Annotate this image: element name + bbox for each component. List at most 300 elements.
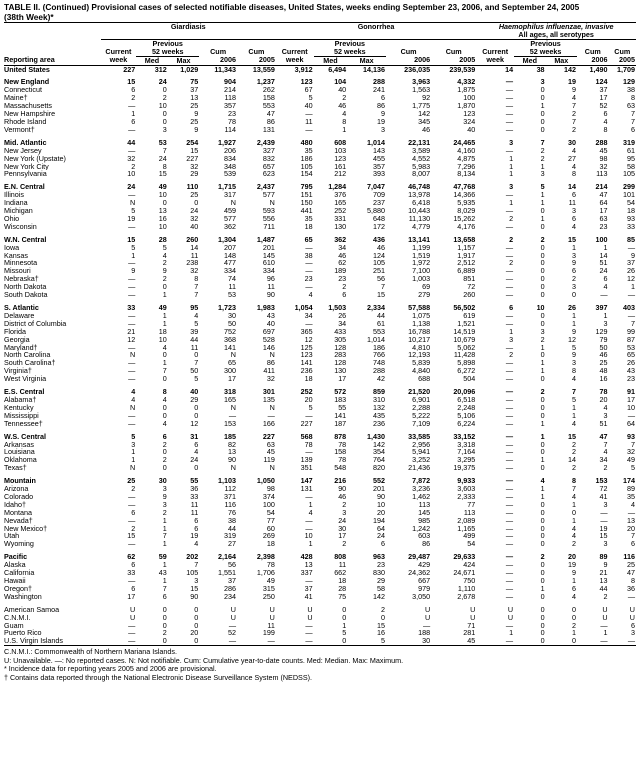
value-cell: 7: [162, 146, 167, 155]
value-cell: 5: [308, 94, 313, 103]
value-cell: —: [505, 395, 514, 404]
value-cell: 101: [623, 191, 635, 200]
value-cell: 4: [162, 343, 167, 352]
table-row: [4, 320, 636, 328]
value-cell: 153: [595, 477, 608, 486]
value-cell: 2,333: [457, 492, 476, 501]
value-cell: 657: [262, 162, 275, 171]
value-cell: 4: [603, 117, 608, 126]
value-cell: 288: [373, 78, 386, 87]
value-cell: 553: [262, 102, 275, 111]
value-cell: 0: [162, 199, 167, 208]
value-cell: 46: [338, 492, 347, 501]
value-cell: 1: [540, 162, 545, 171]
value-cell: 12: [568, 335, 577, 344]
value-cell: 45: [599, 146, 608, 155]
value-cell: —: [505, 102, 514, 111]
value-cell: 6: [572, 584, 577, 593]
reporting-area-cell: Kentucky: [4, 403, 34, 412]
reporting-area-cell: New York City: [4, 162, 49, 171]
value-cell: 3: [194, 577, 199, 585]
value-cell: 0: [540, 440, 545, 449]
value-cell: 7: [162, 584, 167, 593]
value-cell: 1,050: [256, 477, 275, 486]
value-cell: 7: [572, 485, 577, 493]
value-cell: 1,029: [180, 65, 199, 74]
value-cell: —: [305, 448, 313, 457]
value-cell: —: [128, 359, 136, 368]
value-cell: 1,723: [218, 304, 236, 312]
value-cell: 4: [162, 395, 167, 404]
value-cell: 2: [603, 592, 608, 601]
value-cell: 6: [194, 524, 199, 533]
value-cell: 8: [572, 477, 577, 486]
value-cell: 6,518: [457, 395, 476, 404]
value-cell: 7: [162, 367, 167, 376]
value-cell: 0: [540, 283, 545, 292]
value-cell: 132: [373, 403, 386, 412]
value-cell: 260: [463, 291, 476, 299]
value-cell: 6: [194, 516, 199, 525]
value-cell: 11: [267, 283, 275, 292]
value-cell: —: [128, 191, 136, 200]
value-cell: 1: [540, 214, 545, 223]
value-cell: 38: [627, 86, 635, 95]
value-cell: 15: [127, 532, 136, 541]
value-cell: 3: [603, 540, 608, 549]
value-cell: 36: [190, 485, 199, 493]
value-cell: 0: [540, 222, 545, 231]
value-cell: 26: [627, 359, 635, 368]
value-cell: —: [505, 540, 514, 549]
value-cell: 5: [131, 243, 136, 252]
value-cell: 0: [162, 411, 167, 420]
value-cell: 128: [334, 343, 347, 352]
value-cell: 10,443: [408, 207, 431, 215]
value-cell: U: [507, 605, 514, 614]
value-cell: 577: [224, 214, 236, 223]
value-cell: —: [505, 343, 514, 352]
value-cell: 5,106: [457, 411, 476, 420]
table-row: [4, 351, 636, 359]
value-cell: 2: [572, 125, 577, 134]
value-cell: —: [505, 146, 514, 155]
value-cell: 6,272: [457, 367, 476, 376]
value-cell: 2: [131, 485, 136, 493]
value-cell: —: [276, 637, 314, 645]
value-cell: 13,559: [252, 65, 275, 74]
value-cell: 12: [304, 335, 313, 344]
value-cell: 317: [224, 191, 236, 200]
reporting-area-cell: Maine†: [4, 94, 28, 103]
value-cell: 43: [627, 367, 635, 376]
value-cell: 63: [599, 214, 608, 223]
value-cell: 19,375: [453, 464, 476, 473]
table-row: [4, 244, 636, 252]
value-cell: 13,141: [408, 235, 431, 244]
value-cell: 6,224: [457, 419, 476, 428]
value-cell: 2: [603, 464, 608, 473]
value-cell: 6: [381, 540, 386, 549]
value-cell: 4: [631, 500, 635, 509]
value-cell: 37: [190, 86, 199, 95]
value-cell: 397: [595, 304, 608, 312]
footnotes: [4, 648, 636, 682]
value-cell: 7: [194, 283, 199, 292]
reporting-area-cell: Arkansas: [4, 440, 34, 449]
value-cell: N: [269, 351, 275, 360]
value-cell: 0: [540, 267, 545, 276]
value-cell: 212: [334, 170, 347, 179]
value-cell: 15: [127, 78, 136, 87]
value-cell: 2,437: [256, 183, 275, 192]
reporting-area-cell: Mississippi: [4, 411, 39, 420]
value-cell: 1: [572, 411, 577, 420]
value-cell: 19: [190, 532, 199, 541]
value-cell: 23: [338, 275, 347, 284]
value-cell: 3,589: [412, 146, 431, 155]
value-cell: —: [422, 621, 431, 630]
value-cell: 35: [304, 146, 313, 155]
value-cell: 0: [162, 621, 167, 630]
value-cell: 2: [342, 94, 347, 103]
weeks52-label: 52 weeks: [136, 48, 199, 56]
value-cell: 18: [627, 207, 635, 215]
table-row: [4, 585, 636, 593]
table-row: [4, 412, 636, 420]
value-cell: 1: [509, 629, 514, 638]
value-cell: 44: [599, 584, 608, 593]
value-cell: 0: [540, 125, 545, 134]
reporting-area-cell: Pacific: [4, 553, 28, 562]
value-cell: 13,658: [453, 235, 476, 244]
value-cell: 3: [603, 500, 608, 509]
value-cell: 13: [599, 577, 608, 585]
table-row: [4, 183, 636, 191]
reporting-area-cell: New England: [4, 78, 50, 87]
value-cell: 5: [572, 395, 577, 404]
value-cell: 4,840: [412, 367, 431, 376]
value-cell: —: [228, 621, 236, 630]
reporting-area-cell: United States: [4, 65, 50, 74]
value-cell: 11: [267, 621, 275, 630]
value-cell: 0: [136, 637, 167, 645]
value-cell: —: [505, 283, 514, 292]
value-cell: 1: [540, 419, 545, 428]
value-cell: 1: [162, 561, 167, 570]
value-cell: 0: [540, 411, 545, 420]
value-cell: 0: [540, 403, 545, 412]
value-cell: 63: [266, 440, 275, 449]
value-cell: 5,935: [457, 199, 476, 208]
table-row: [4, 359, 636, 367]
value-cell: 1,165: [457, 524, 476, 533]
value-cell: 4,875: [457, 154, 476, 163]
value-cell: 131: [300, 485, 313, 493]
reporting-area-cell: Mountain: [4, 477, 36, 486]
value-cell: 8: [162, 162, 167, 171]
value-cell: 254: [186, 138, 199, 147]
value-cell: 8,007: [412, 170, 431, 179]
value-cell: 141: [334, 411, 347, 420]
value-cell: 1: [540, 359, 545, 368]
value-cell: 54: [266, 508, 275, 517]
value-cell: 5: [131, 207, 136, 215]
value-cell: 9: [572, 327, 577, 336]
reporting-area-cell: Arizona: [4, 485, 29, 493]
current-label: Current: [281, 47, 308, 56]
value-cell: 28: [338, 584, 347, 593]
table-row: [4, 304, 636, 312]
reporting-area-cell: Tennessee†: [4, 419, 43, 428]
value-cell: 4,552: [412, 154, 431, 163]
header-row-groups: [4, 23, 636, 31]
reporting-area-cell: Louisiana: [4, 448, 35, 457]
table-row: [4, 477, 636, 485]
value-cell: —: [505, 267, 514, 276]
value-cell: 145: [262, 251, 275, 260]
value-cell: 103: [334, 146, 347, 155]
value-cell: 158: [262, 94, 275, 103]
value-cell: 435: [373, 411, 386, 420]
value-cell: 42: [377, 375, 386, 384]
value-cell: 142: [418, 110, 431, 118]
value-cell: 357: [224, 102, 236, 111]
table-row: [4, 629, 636, 637]
value-cell: 436: [373, 235, 386, 244]
value-cell: 227: [300, 419, 313, 428]
value-cell: 186: [300, 154, 313, 163]
value-cell: 10: [304, 532, 313, 541]
value-cell: 0: [540, 524, 545, 533]
value-cell: U: [424, 613, 431, 622]
value-cell: 4: [572, 592, 577, 601]
reporting-area-cell: Minnesota: [4, 259, 38, 268]
value-cell: 23: [599, 222, 608, 231]
value-cell: 135: [262, 395, 275, 404]
value-cell: 44: [127, 138, 136, 147]
cum-label: Cum: [614, 47, 631, 56]
value-cell: 455: [373, 154, 386, 163]
value-cell: 3: [509, 335, 514, 344]
value-cell: —: [505, 191, 514, 200]
value-cell: 10: [377, 500, 386, 509]
value-cell: 7: [194, 359, 199, 368]
value-cell: 711: [263, 222, 275, 231]
value-cell: 75: [190, 78, 199, 87]
value-cell: —: [505, 411, 514, 420]
reporting-area-cell: New York (Upstate): [4, 154, 66, 163]
value-cell: 237: [373, 199, 386, 208]
value-cell: 9: [381, 110, 386, 118]
value-cell: 72: [599, 485, 608, 493]
value-cell: 7,109: [412, 419, 431, 428]
value-cell: 26: [627, 267, 635, 276]
value-cell: 33: [127, 569, 136, 577]
value-cell: 28: [158, 235, 167, 244]
table-row: [4, 223, 636, 231]
value-cell: 548: [334, 464, 347, 473]
value-cell: 0: [540, 207, 545, 215]
value-cell: 376: [334, 191, 347, 200]
group-header-giardiasis: Giardiasis: [101, 23, 276, 31]
value-cell: —: [128, 375, 136, 384]
value-cell: 15: [377, 291, 386, 299]
value-cell: 1: [603, 629, 608, 638]
reporting-area-cell: Indiana: [4, 199, 28, 208]
value-cell: 10: [127, 170, 136, 179]
value-cell: 10: [158, 335, 167, 344]
value-cell: 252: [300, 388, 313, 396]
value-cell: 23: [377, 561, 386, 570]
value-cell: 851: [463, 275, 476, 284]
value-cell: 37: [304, 584, 313, 593]
value-cell: 354: [373, 448, 386, 457]
value-cell: —: [505, 359, 514, 368]
value-cell: 365: [300, 327, 313, 336]
value-cell: —: [128, 311, 136, 320]
value-cell: 6: [572, 267, 577, 276]
value-cell: 3,050: [412, 592, 431, 601]
value-cell: 0: [314, 637, 348, 645]
value-cell: 2,089: [457, 516, 476, 525]
value-cell: 0: [540, 613, 545, 622]
value-cell: —: [577, 637, 608, 645]
value-cell: 0: [540, 592, 545, 601]
value-cell: 0: [540, 629, 545, 638]
table-row: [4, 259, 636, 267]
value-cell: 7,164: [457, 448, 476, 457]
table-row: [4, 501, 636, 509]
value-cell: 7: [572, 117, 577, 126]
value-cell: 9: [572, 351, 577, 360]
value-cell: 33: [190, 492, 199, 501]
value-cell: 90: [190, 592, 199, 601]
value-cell: 8: [572, 170, 577, 179]
value-cell: 25: [627, 561, 635, 570]
value-cell: 51: [599, 259, 608, 268]
value-cell: —: [627, 311, 635, 320]
value-cell: 79: [599, 335, 608, 344]
value-cell: 238: [186, 259, 199, 268]
value-cell: 6,889: [457, 267, 476, 276]
value-cell: 151: [300, 191, 313, 200]
value-cell: —: [305, 621, 313, 630]
value-cell: 6: [631, 540, 635, 549]
value-cell: 20: [568, 553, 577, 562]
value-cell: —: [600, 621, 608, 630]
value-cell: 93: [627, 432, 635, 441]
value-cell: 38: [228, 516, 236, 525]
value-cell: U: [470, 605, 476, 614]
value-cell: 3: [603, 319, 608, 328]
value-cell: 25: [127, 477, 136, 486]
reporting-area-cell: Rhode Island: [4, 117, 47, 126]
value-cell: 63: [627, 102, 635, 111]
value-cell: 56: [377, 275, 386, 284]
value-cell: —: [505, 432, 514, 441]
table-row: [4, 561, 636, 569]
value-cell: 0: [540, 395, 545, 404]
value-cell: 697: [262, 327, 275, 336]
value-cell: 5,898: [457, 359, 476, 368]
value-cell: —: [505, 86, 514, 95]
value-cell: 0: [572, 605, 577, 614]
footnote-cnmi: C.N.M.I.: Commonwealth of Northern Mariana Islands.: [4, 647, 177, 657]
value-cell: 2,398: [256, 553, 275, 562]
value-cell: 1: [540, 456, 545, 465]
value-cell: 4: [131, 388, 136, 396]
value-cell: 23: [627, 375, 635, 384]
reporting-area-cell: Wisconsin: [4, 222, 37, 231]
value-cell: 41: [599, 492, 608, 501]
value-cell: 206: [224, 146, 236, 155]
value-cell: 1,304: [218, 235, 236, 244]
value-cell: 1: [572, 577, 577, 585]
value-cell: N: [130, 351, 136, 360]
value-cell: 0: [342, 605, 347, 614]
value-cell: 319: [623, 138, 635, 147]
table-row: [4, 614, 636, 622]
value-cell: 50: [190, 367, 199, 376]
value-cell: 7: [572, 388, 577, 396]
previous-label: Previous: [152, 39, 183, 48]
value-cell: 6: [131, 561, 136, 570]
reporting-area-cell: Maryland†: [4, 343, 38, 352]
value-cell: 593: [262, 207, 275, 215]
value-cell: 0: [162, 605, 167, 614]
value-cell: 8: [631, 577, 635, 585]
value-cell: 0: [540, 500, 545, 509]
value-cell: 1: [509, 154, 514, 163]
value-cell: 23: [304, 275, 313, 284]
value-cell: —: [128, 411, 136, 420]
value-cell: 24: [190, 207, 199, 215]
value-cell: —: [128, 283, 136, 292]
value-cell: 279: [418, 291, 431, 299]
value-cell: 286: [224, 584, 236, 593]
reporting-area-cell: Colorado: [4, 492, 34, 501]
reporting-area-cell: S. Atlantic: [4, 304, 39, 312]
value-cell: 95: [190, 304, 199, 312]
value-cell: 1: [631, 283, 635, 292]
value-cell: 6: [131, 117, 136, 126]
value-cell: —: [305, 577, 313, 585]
table-row: [4, 275, 636, 283]
value-cell: 820: [373, 464, 386, 473]
value-cell: 89: [627, 485, 635, 493]
value-cell: 32: [266, 375, 275, 384]
value-cell: 4: [572, 222, 577, 231]
value-cell: 15: [190, 146, 199, 155]
value-cell: U: [602, 605, 608, 614]
table-row: [4, 170, 636, 178]
value-cell: 41: [304, 592, 313, 601]
value-cell: 17: [599, 207, 608, 215]
reporting-area-cell: Mid. Atlantic: [4, 138, 47, 147]
reporting-area-cell: W.S. Central: [4, 432, 46, 441]
value-cell: 2: [342, 283, 347, 292]
value-cell: 327: [262, 146, 275, 155]
value-cell: 118: [224, 94, 236, 103]
value-cell: 31: [190, 432, 199, 441]
value-cell: 4: [572, 375, 577, 384]
value-cell: 47: [266, 110, 275, 118]
week-label: week: [276, 56, 314, 65]
value-cell: —: [627, 291, 635, 299]
value-cell: 324: [463, 117, 476, 126]
value-cell: 1,972: [412, 259, 431, 268]
